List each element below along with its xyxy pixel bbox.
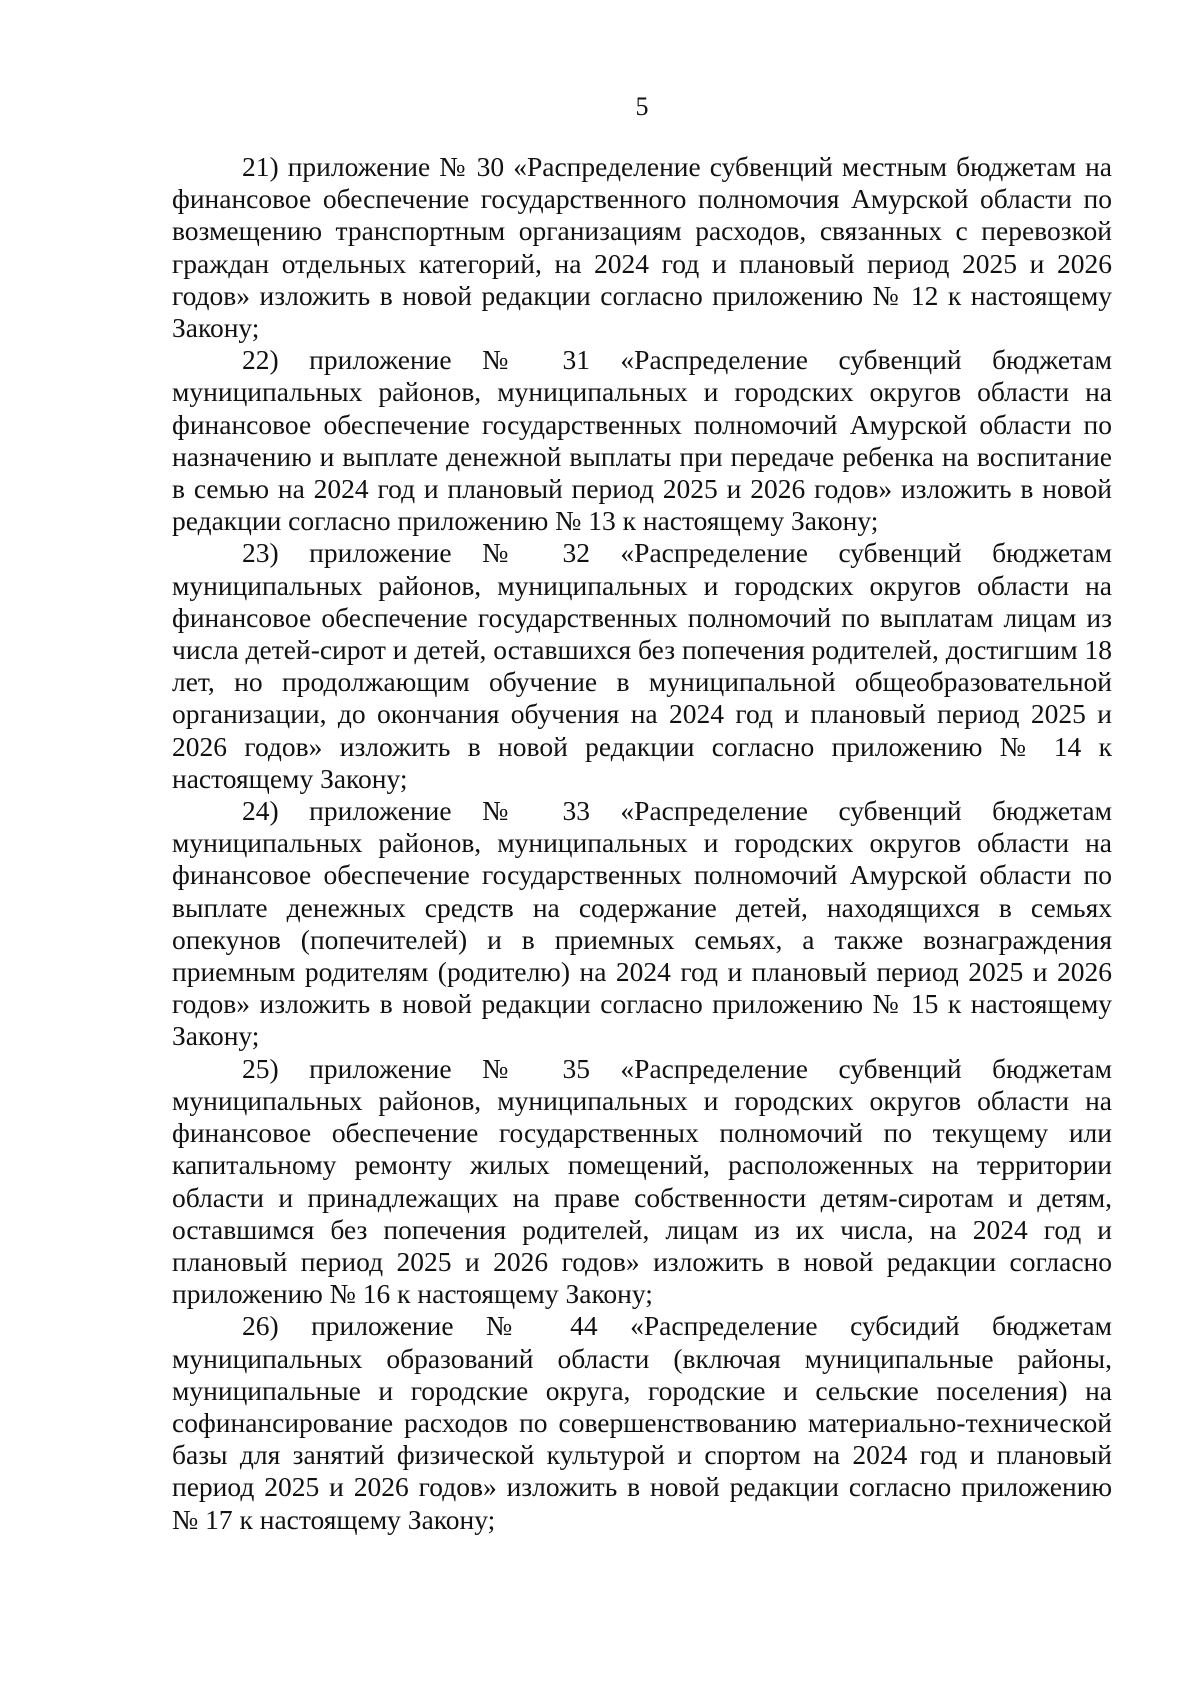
list-item-23: 23) приложение № 32 «Распределение субвенций бюджетам муниципальных районов, муниципальных и городских округов области на финансовое обеспечение государственных полномочий по выплатам лицам из числа детей-сирот и детей, оставшихся без попечения родителей, достигшим 18 лет, но продолжающим обучение в муниципальной общеобразовательной организации, до окончания обучения на 2024 год и плановый период 2025 и 2026 годов» изложить в новой редакции согласно приложению № 14 к настоящему Закону;: [172, 537, 1113, 794]
page-number: 5: [635, 92, 649, 121]
list-item-24: 24) приложение № 33 «Распределение субвенций бюджетам муниципальных районов, муниципальных и городских округов области на финансовое обеспечение государственных полномочий Амурской области по выплате денежных средств на содержание детей, находящихся в семьях опекунов (попечителей) и в приемных семьях, а также вознаграждения приемным родителям (родителю) на 2024 год и плановый период 2025 и 2026 годов» изложить в новой редакции согласно приложению № 15 к настоящему Закону;: [172, 795, 1112, 1052]
list-item-26: 26) приложение № 44 «Распределение субсидий бюджетам муниципальных образований области (включая муниципальные районы, муниципальные и городские округа, городские и сельские поселения) на софинансирование расходов по совершенствованию материально-технической базы для занятий физической культурой и спортом на 2024 год и плановый период 2025 и 2026 годов» изложить в новой редакции согласно приложению № 17 к настоящему Закону;: [172, 1310, 1112, 1535]
list-item-21: 21) приложение № 30 «Распределение субвенций местным бюджетам на финансовое обеспечение государственного полномочия Амурской области по возмещению транспортным организациям расходов, связанных с перевозкой граждан отдельных категорий, на 2024 год и плановый период 2025 и 2026 годов» изложить в новой редакции согласно приложению № 12 к настоящему Закону;: [172, 151, 1112, 344]
document-body: [172, 151, 1112, 1536]
list-item-22: 22) приложение № 31 «Распределение субвенций бюджетам муниципальных районов, муниципальных и городских округов области на финансовое обеспечение государственных полномочий Амурской области по назначению и выплате денежной выплаты при передаче ребенка на воспитание в семью на 2024 год и плановый период 2025 и 2026 годов» изложить в новой редакции согласно приложению № 13 к настоящему Закону;: [172, 344, 1112, 537]
list-item-25: 25) приложение № 35 «Распределение субвенций бюджетам муниципальных районов, муниципальных и городских округов области на финансовое обеспечение государственных полномочий по текущему или капитальному ремонту жилых помещений, расположенных на территории области и принадлежащих на праве собственности детям-сиротам и детям, оставшимся без попечения родителей, лицам из их числа, на 2024 год и плановый период 2025 и 2026 годов» изложить в новой редакции согласно приложению № 16 к настоящему Закону;: [172, 1052, 1112, 1310]
